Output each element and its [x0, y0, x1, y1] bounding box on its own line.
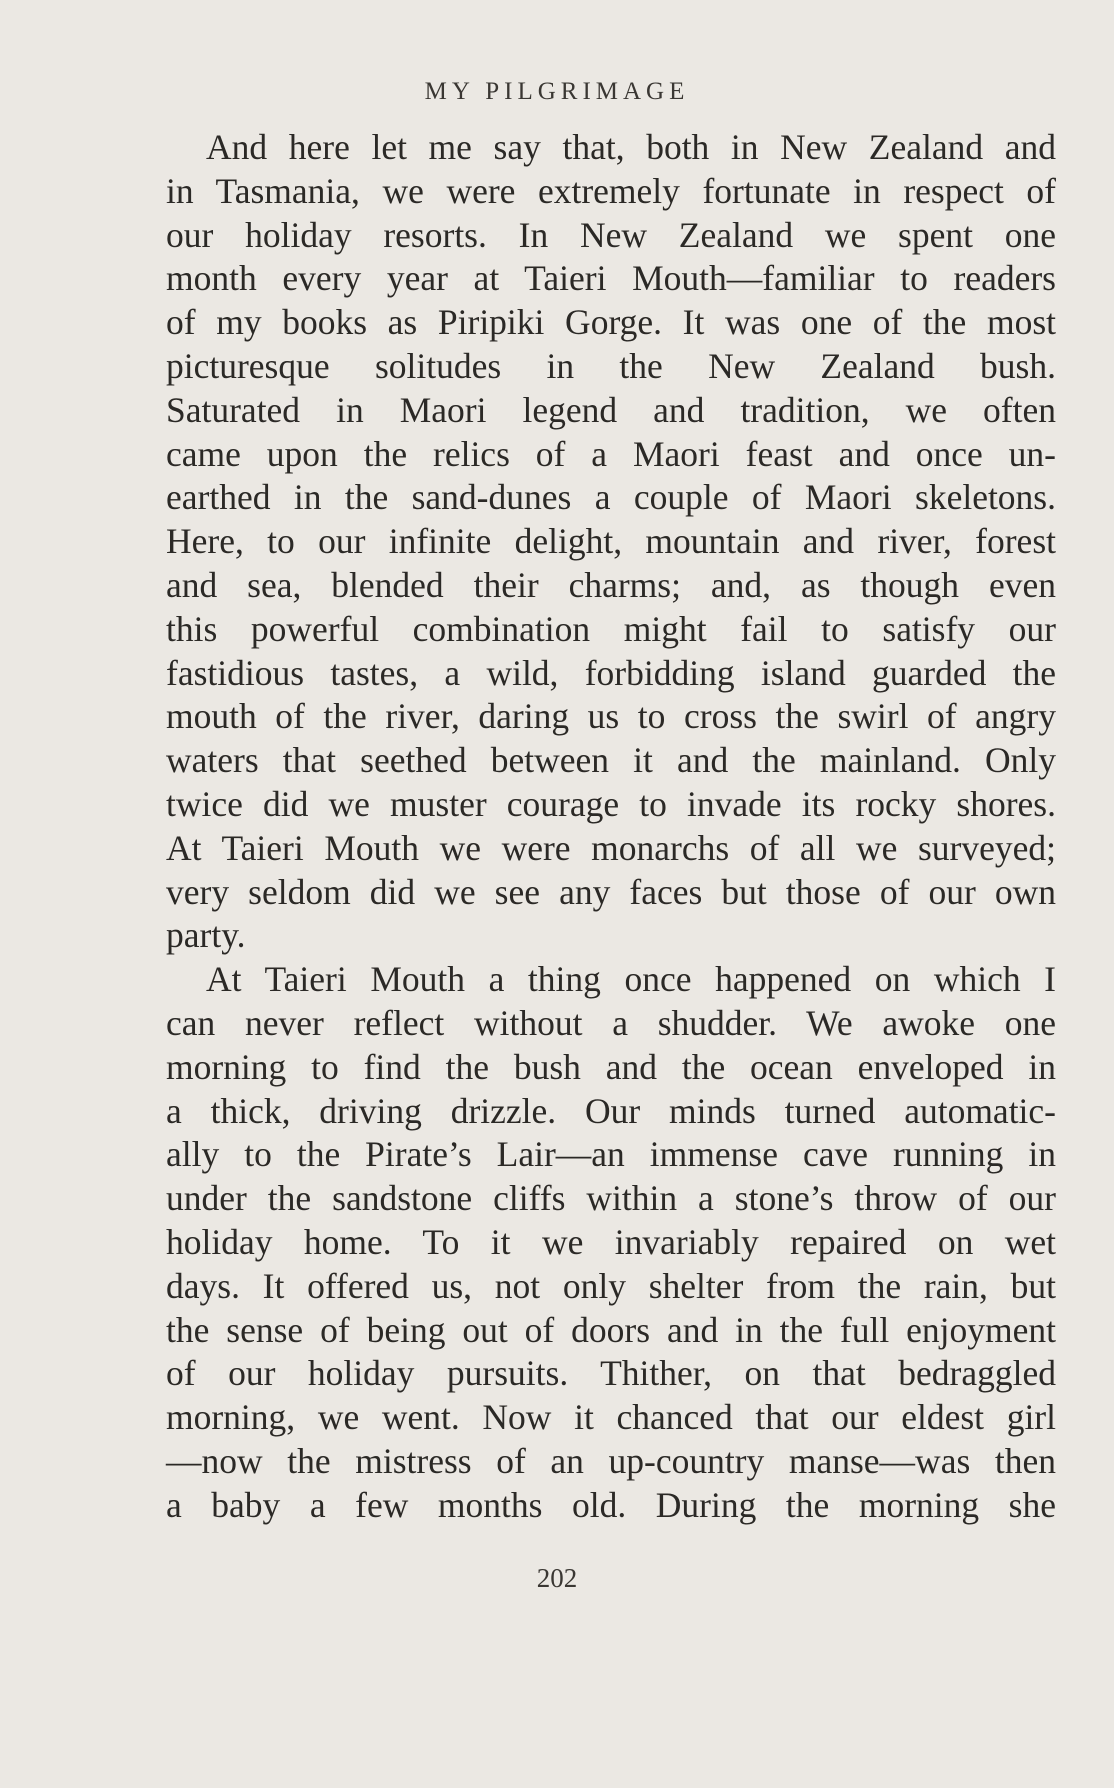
text-line: picturesque solitudes in the New Zealand bush. [166, 345, 1056, 386]
text-line: And here let me say that, both in New Zealand and [206, 127, 1056, 167]
text-line: mouth of the river, daring us to cross the swirl of angry [166, 696, 1056, 737]
text-line: fastidious tastes, a wild, forbidding island guarded the [166, 652, 1056, 693]
running-head: MY PILGRIMAGE [424, 78, 690, 105]
text-line: At Taieri Mouth a thing once happened on which I [206, 959, 1056, 1000]
text-line: month every year at Taieri Mouth—familiar to readers [166, 258, 1056, 299]
text-line: twice did we muster courage to invade its rocky shores. [166, 783, 1056, 824]
text-line: very seldom did we see any faces but those of our own [166, 871, 1056, 912]
text-line: came upon the relics of a Maori feast and once un- [166, 433, 1056, 474]
text-line: a thick, driving drizzle. Our minds turned automatic- [166, 1090, 1056, 1131]
text-line: can never reflect without a shudder. We awoke one [166, 1002, 1056, 1043]
text-line: the sense of being out of doors and in the full enjoyment [166, 1309, 1056, 1350]
text-line: days. It offered us, not only shelter from the rain, but [166, 1265, 1056, 1306]
text-line: in Tasmania, we were extremely fortunate in respect of [166, 170, 1056, 211]
text-line: holiday home. To it we invariably repaired on wet [166, 1221, 1056, 1262]
text-line: of my books as Piripiki Gorge. It was one of the most [166, 302, 1056, 343]
body-text [166, 126, 1056, 1528]
text-line: waters that seethed between it and the mainland. Only [166, 740, 1056, 781]
text-line: a baby a few months old. During the morning she [166, 1484, 1056, 1525]
text-line: morning to find the bush and the ocean enveloped in [166, 1046, 1056, 1087]
text-line: Saturated in Maori legend and tradition, we often [166, 389, 1056, 430]
text-line: earthed in the sand-dunes a couple of Maori skeletons. [166, 477, 1056, 518]
page-number: 202 [536, 1563, 578, 1593]
text-line: this powerful combination might fail to satisfy our [166, 608, 1056, 649]
text-line: At Taieri Mouth we were monarchs of all we surveyed; [166, 827, 1056, 868]
text-line: ally to the Pirate’s Lair—an immense cave running in [166, 1134, 1056, 1175]
text-line: morning, we went. Now it chanced that our eldest girl [166, 1397, 1056, 1438]
text-line: party. [166, 915, 246, 956]
text-line: and sea, blended their charms; and, as though even [166, 564, 1056, 605]
text-line: under the sandstone cliffs within a stone’s throw of our [166, 1178, 1056, 1219]
text-line: of our holiday pursuits. Thither, on that bedraggled [166, 1353, 1056, 1394]
text-line: our holiday resorts. In New Zealand we spent one [166, 214, 1056, 255]
text-line: —now the mistress of an up-country manse—was then [166, 1440, 1056, 1481]
text-line: Here, to our infinite delight, mountain and river, forest [166, 521, 1056, 562]
